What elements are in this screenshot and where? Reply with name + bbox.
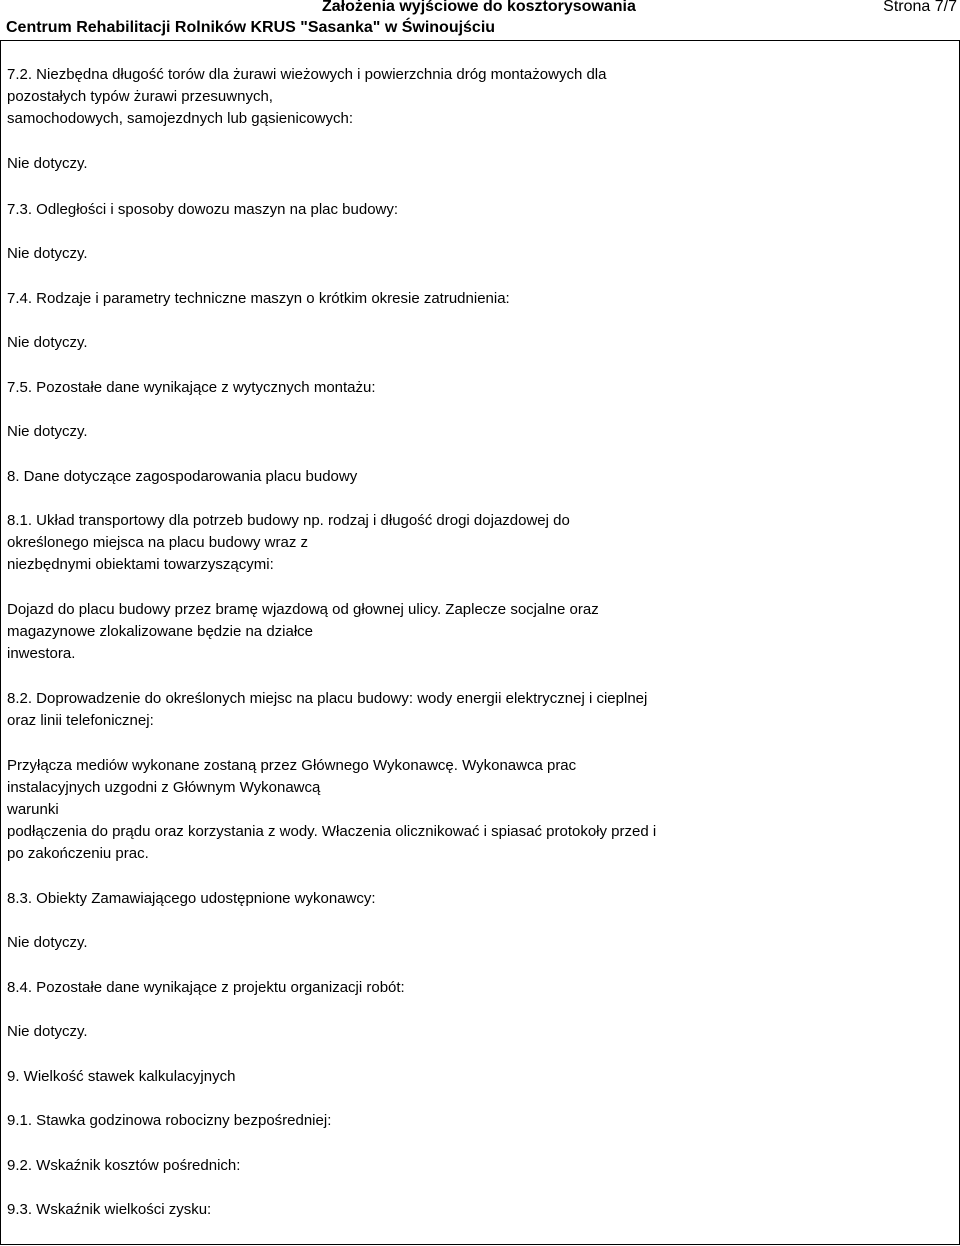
- page-number: Strona 7/7: [883, 0, 957, 15]
- section-8-1-line-1: 8.1. Układ transportowy dla potrzeb budowy np. rodzaj i długość drogi dojazdowej do: [7, 512, 570, 529]
- section-8-1-line-3: niezbędnymi obiektami towarzyszącymi:: [7, 556, 274, 573]
- section-7-2-line-2: pozostałych typów żurawi przesuwnych,: [7, 88, 273, 105]
- section-7-2-answer: Nie dotyczy.: [7, 155, 88, 172]
- document-title: Założenia wyjściowe do kosztorysowania: [322, 0, 636, 15]
- section-7-3-heading: 7.3. Odległości i sposoby dowozu maszyn na plac budowy:: [7, 201, 399, 218]
- section-8-2-answer-line-5: po zakończeniu prac.: [7, 845, 149, 862]
- section-9-3-heading: 9.3. Wskaźnik wielkości zysku:: [7, 1201, 212, 1218]
- section-8-2-answer-line-3: warunki: [7, 801, 59, 818]
- section-7-2-line-1: 7.2. Niezbędna długość torów dla żurawi wieżowych i powierzchnia dróg montażowych dla: [7, 66, 607, 83]
- section-7-5-heading: 7.5. Pozostałe dane wynikające z wytycznych montażu:: [7, 379, 376, 396]
- section-7-4-answer: Nie dotyczy.: [7, 334, 88, 351]
- section-8-1-answer-line-1: Dojazd do placu budowy przez bramę wjazdową od głownej ulicy. Zaplecze socjalne oraz: [7, 601, 599, 618]
- section-8-1-line-2: określonego miejsca na placu budowy wraz z: [7, 534, 308, 551]
- section-8-1-answer-line-2: magazynowe zlokalizowane będzie na działce: [7, 623, 314, 640]
- section-8-2-answer-line-4: podłączenia do prądu oraz korzystania z wody. Właczenia olicznikować i spiasać protokoły przed i: [7, 823, 657, 840]
- section-8-2-heading: [7, 688, 647, 732]
- section-8-3-answer: Nie dotyczy.: [7, 934, 88, 951]
- section-8-4-heading: 8.4. Pozostałe dane wynikające z projektu organizacji robót:: [7, 979, 405, 996]
- section-8-2-answer: [7, 755, 656, 865]
- page-header: [0, 0, 960, 40]
- section-7-4-heading: 7.4. Rodzaje i parametry techniczne maszyn o krótkim okresie zatrudnienia:: [7, 290, 510, 307]
- section-9-1-heading: 9.1. Stawka godzinowa robocizny bezpośredniej:: [7, 1112, 332, 1129]
- section-8-1-answer: [7, 599, 599, 665]
- section-8-2-answer-line-2: instalacyjnych uzgodni z Głównym Wykonawcą: [7, 779, 321, 796]
- section-7-5-answer: Nie dotyczy.: [7, 423, 88, 440]
- section-8-1-answer-line-3: inwestora.: [7, 645, 76, 662]
- document-subtitle: Centrum Rehabilitacji Rolników KRUS "Sasanka" w Świnoujściu: [6, 19, 496, 36]
- section-7-3-answer: Nie dotyczy.: [7, 245, 88, 262]
- section-7-2-line-3: samochodowych, samojezdnych lub gąsienicowych:: [7, 110, 354, 127]
- section-9-heading: 9. Wielkość stawek kalkulacyjnych: [7, 1068, 236, 1085]
- section-7-2-heading: [7, 64, 606, 130]
- section-8-2-line-1: 8.2. Doprowadzenie do określonych miejsc na placu budowy: wody energii elektrycznej i cieplnej: [7, 690, 648, 707]
- section-8-3-heading: 8.3. Obiekty Zamawiającego udostępnione wykonawcy:: [7, 890, 376, 907]
- section-9-2-heading: 9.2. Wskaźnik kosztów pośrednich:: [7, 1157, 241, 1174]
- section-8-heading: 8. Dane dotyczące zagospodarowania placu budowy: [7, 468, 358, 485]
- section-8-1-heading: [7, 510, 570, 576]
- section-8-4-answer: Nie dotyczy.: [7, 1023, 88, 1040]
- section-8-2-line-2: oraz linii telefonicznej:: [7, 712, 154, 729]
- section-8-2-answer-line-1: Przyłącza mediów wykonane zostaną przez Głównego Wykonawcę. Wykonawca prac: [7, 757, 577, 774]
